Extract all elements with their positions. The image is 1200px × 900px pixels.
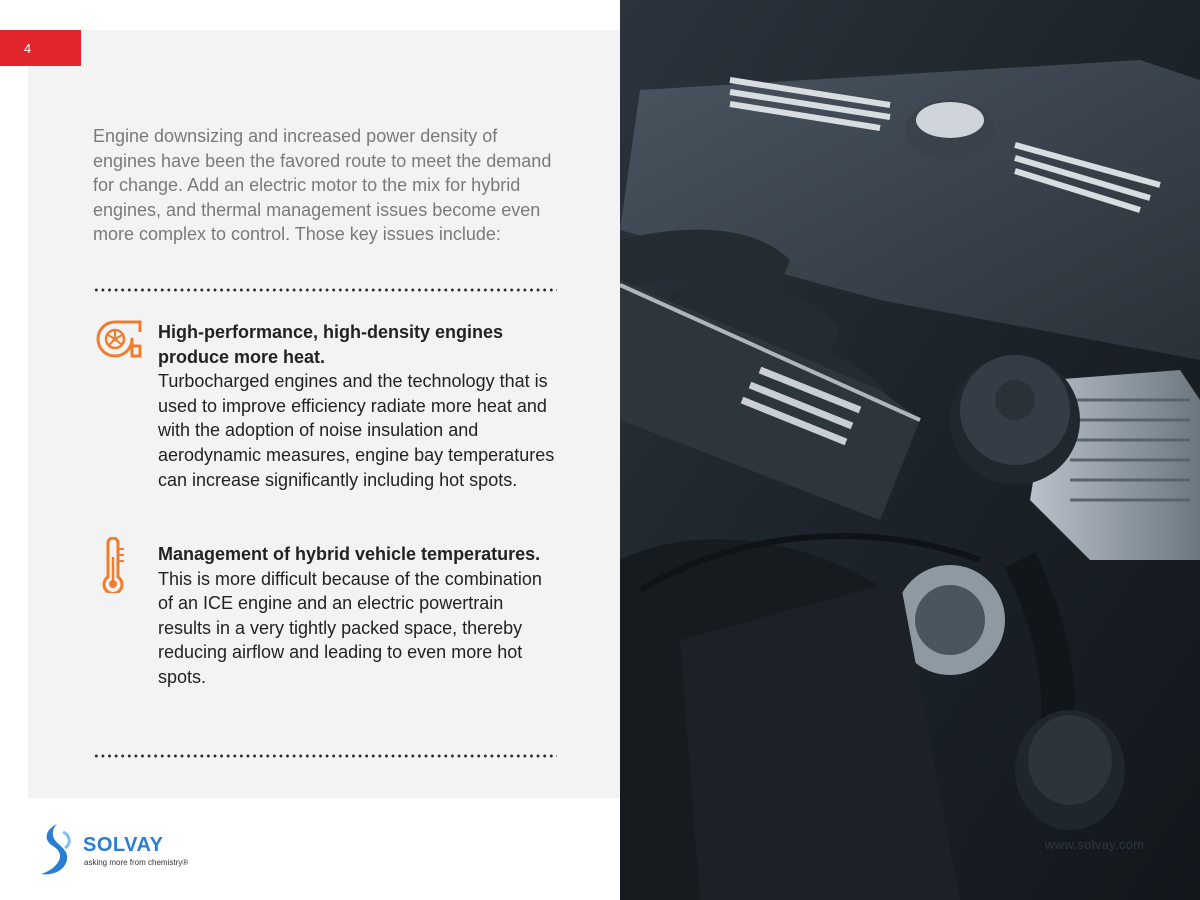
issue-engine-heat — [158, 320, 558, 492]
issue-heading: Management of hybrid vehicle temperatures. — [158, 544, 541, 564]
website-url[interactable]: www.solvay.com — [1045, 837, 1145, 852]
thermometer-icon — [98, 537, 128, 593]
engine-bay-photo — [620, 0, 1200, 900]
page-number-tab — [0, 30, 81, 66]
dotted-divider-bottom — [93, 754, 557, 758]
issue-body: This is more difficult because of the combination of an ICE engine and an electric powertrain results in a very tightly packed space, thereby reducing airflow and leading to even more hot spots. — [158, 568, 542, 687]
page-number: 4 — [23, 40, 32, 56]
brand-tagline: asking more from chemistry® — [84, 858, 189, 867]
issue-hybrid-temperatures — [158, 542, 558, 690]
dotted-divider-top — [93, 288, 557, 292]
brand-name: SOLVAY — [83, 834, 164, 856]
issue-heading: High-performance, high-density engines produce more heat. — [158, 322, 504, 367]
turbocharger-icon — [93, 318, 145, 360]
issue-body: Turbocharged engines and the technology that is used to improve efficiency radiate more heat and with the adoption of noise insulation and aerodynamic measures, engine bay temperatures can increase significantly including hot spots. — [158, 371, 555, 490]
intro-paragraph: Engine downsizing and increased power density of engines have been the favored route to meet the demand for change. Add an electric motor to the mix for hybrid engines, and thermal management issues become even more complex to control. Those key issues include: — [93, 126, 552, 245]
